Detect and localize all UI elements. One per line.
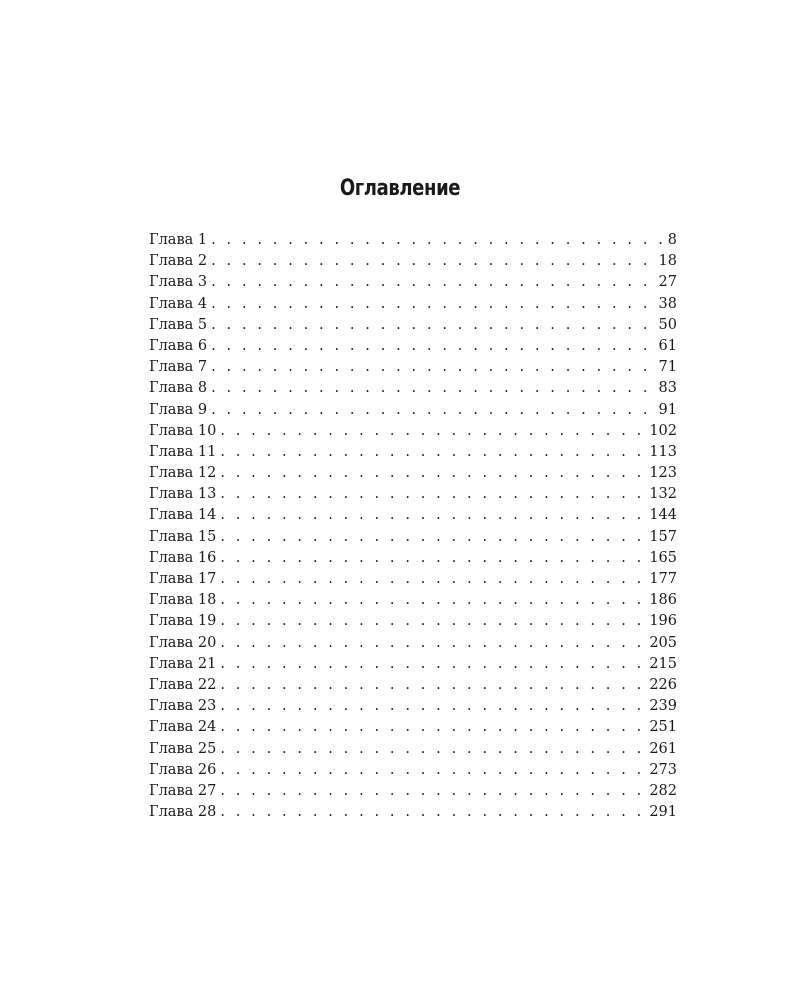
toc-entry[interactable] bbox=[149, 717, 677, 738]
toc-entry-page-number: 83 bbox=[658, 380, 677, 397]
toc-entry-page-number: 91 bbox=[658, 401, 677, 418]
toc-entry-label: Глава 12 bbox=[149, 465, 217, 482]
toc-entry[interactable] bbox=[149, 421, 677, 442]
dot-leader bbox=[220, 590, 646, 611]
dot-leader bbox=[220, 421, 646, 442]
toc-entry-label: Глава 3 bbox=[149, 274, 208, 291]
dot-leader bbox=[211, 336, 655, 357]
toc-entry[interactable] bbox=[149, 675, 677, 696]
toc-entry-page-number: 282 bbox=[649, 782, 677, 799]
toc-entry[interactable] bbox=[149, 484, 677, 505]
toc-entry-page-number: 8 bbox=[667, 232, 677, 248]
toc-entry[interactable] bbox=[149, 760, 677, 781]
toc-entry-page-number: 177 bbox=[649, 571, 677, 587]
toc-entry-label: Глава 14 bbox=[149, 507, 217, 524]
toc-entry-page-number: 157 bbox=[649, 528, 677, 545]
dot-leader bbox=[220, 717, 646, 738]
toc-entry[interactable] bbox=[149, 696, 677, 717]
toc-entry[interactable] bbox=[149, 569, 677, 590]
toc-entry-page-number: 273 bbox=[649, 761, 677, 778]
dot-leader bbox=[220, 569, 646, 590]
toc-entry-label: Глава 20 bbox=[149, 634, 217, 651]
toc-entry-label: Глава 16 bbox=[149, 549, 217, 566]
dot-leader bbox=[220, 802, 646, 823]
toc-entry[interactable] bbox=[149, 463, 677, 484]
toc-entry-label: Глава 18 bbox=[149, 592, 217, 609]
toc-entry[interactable] bbox=[149, 527, 677, 548]
toc-entry-page-number: 18 bbox=[658, 253, 677, 270]
toc-entry[interactable] bbox=[149, 611, 677, 632]
table-of-contents bbox=[149, 230, 677, 823]
toc-entry-label: Глава 10 bbox=[149, 422, 217, 439]
dot-leader bbox=[220, 527, 646, 548]
toc-entry[interactable] bbox=[149, 781, 677, 802]
toc-entry-label: Глава 21 bbox=[149, 655, 217, 672]
dot-leader bbox=[220, 675, 646, 696]
toc-entry-page-number: 291 bbox=[649, 804, 677, 821]
toc-entry[interactable] bbox=[149, 654, 677, 675]
dot-leader bbox=[220, 760, 646, 781]
dot-leader bbox=[220, 781, 646, 802]
toc-entry-page-number: 38 bbox=[658, 295, 677, 312]
toc-entry-label: Глава 23 bbox=[149, 698, 217, 715]
toc-entry[interactable] bbox=[149, 548, 677, 569]
toc-entry-page-number: 71 bbox=[658, 359, 677, 376]
toc-entry-page-number: 261 bbox=[649, 740, 677, 757]
toc-entry-page-number: 123 bbox=[649, 465, 677, 482]
toc-entry-label: Глава 24 bbox=[149, 719, 217, 736]
page-title: Оглавление bbox=[339, 176, 461, 201]
toc-entry-label: Глава 9 bbox=[149, 401, 208, 418]
toc-entry[interactable] bbox=[149, 400, 677, 421]
toc-entry-label: Глава 1 bbox=[149, 232, 208, 248]
toc-entry-page-number: 251 bbox=[649, 719, 677, 736]
toc-entry-label: Глава 27 bbox=[149, 782, 217, 799]
toc-entry[interactable] bbox=[149, 802, 677, 823]
toc-entry[interactable] bbox=[149, 357, 677, 378]
toc-entry-page-number: 239 bbox=[649, 698, 677, 715]
toc-entry-page-number: 205 bbox=[649, 634, 677, 651]
toc-entry-label: Глава 19 bbox=[149, 613, 217, 630]
dot-leader bbox=[220, 442, 646, 463]
toc-entry-label: Глава 17 bbox=[149, 571, 217, 587]
dot-leader bbox=[220, 633, 646, 654]
toc-entry[interactable] bbox=[149, 272, 677, 293]
toc-entry[interactable] bbox=[149, 739, 677, 760]
toc-entry-label: Глава 22 bbox=[149, 676, 217, 693]
toc-entry-label: Глава 8 bbox=[149, 380, 208, 397]
dot-leader bbox=[211, 378, 655, 399]
toc-entry-label: Глава 11 bbox=[149, 443, 217, 460]
dot-leader bbox=[211, 315, 655, 336]
dot-leader bbox=[220, 654, 646, 675]
dot-leader bbox=[211, 251, 655, 272]
toc-entry-page-number: 226 bbox=[649, 676, 677, 693]
dot-leader bbox=[220, 484, 646, 505]
toc-entry-label: Глава 5 bbox=[149, 316, 208, 333]
dot-leader bbox=[211, 272, 655, 293]
dot-leader bbox=[220, 463, 646, 484]
dot-leader bbox=[211, 230, 665, 251]
toc-entry[interactable] bbox=[149, 336, 677, 357]
toc-entry-page-number: 215 bbox=[649, 655, 677, 672]
dot-leader bbox=[220, 696, 646, 717]
dot-leader bbox=[220, 505, 646, 526]
toc-entry-label: Глава 28 bbox=[149, 804, 217, 821]
toc-entry-page-number: 102 bbox=[649, 422, 677, 439]
toc-entry[interactable] bbox=[149, 442, 677, 463]
toc-entry-label: Глава 4 bbox=[149, 295, 208, 312]
toc-entry[interactable] bbox=[149, 251, 677, 272]
toc-entry-page-number: 113 bbox=[649, 443, 677, 460]
toc-entry-label: Глава 7 bbox=[149, 359, 208, 376]
toc-entry[interactable] bbox=[149, 230, 677, 251]
toc-entry-page-number: 132 bbox=[649, 486, 677, 503]
dot-leader bbox=[211, 294, 655, 315]
toc-entry-label: Глава 2 bbox=[149, 253, 208, 270]
dot-leader bbox=[220, 739, 646, 760]
toc-entry[interactable] bbox=[149, 378, 677, 399]
toc-entry[interactable] bbox=[149, 633, 677, 654]
dot-leader bbox=[211, 400, 655, 421]
toc-entry-label: Глава 26 bbox=[149, 761, 217, 778]
dot-leader bbox=[211, 357, 655, 378]
toc-entry-page-number: 50 bbox=[658, 316, 677, 333]
toc-entry-page-number: 165 bbox=[649, 549, 677, 566]
toc-entry[interactable] bbox=[149, 315, 677, 336]
toc-entry-page-number: 144 bbox=[649, 507, 677, 524]
toc-entry-label: Глава 6 bbox=[149, 337, 208, 354]
toc-entry-label: Глава 13 bbox=[149, 486, 217, 503]
dot-leader bbox=[220, 548, 646, 569]
dot-leader bbox=[220, 611, 646, 632]
toc-entry[interactable] bbox=[149, 590, 677, 611]
toc-entry-page-number: 186 bbox=[649, 592, 677, 609]
toc-entry[interactable] bbox=[149, 294, 677, 315]
toc-entry-label: Глава 15 bbox=[149, 528, 217, 545]
toc-entry[interactable] bbox=[149, 505, 677, 526]
toc-entry-page-number: 196 bbox=[649, 613, 677, 630]
toc-entry-label: Глава 25 bbox=[149, 740, 217, 757]
toc-entry-page-number: 27 bbox=[658, 274, 677, 291]
toc-entry-page-number: 61 bbox=[658, 337, 677, 354]
